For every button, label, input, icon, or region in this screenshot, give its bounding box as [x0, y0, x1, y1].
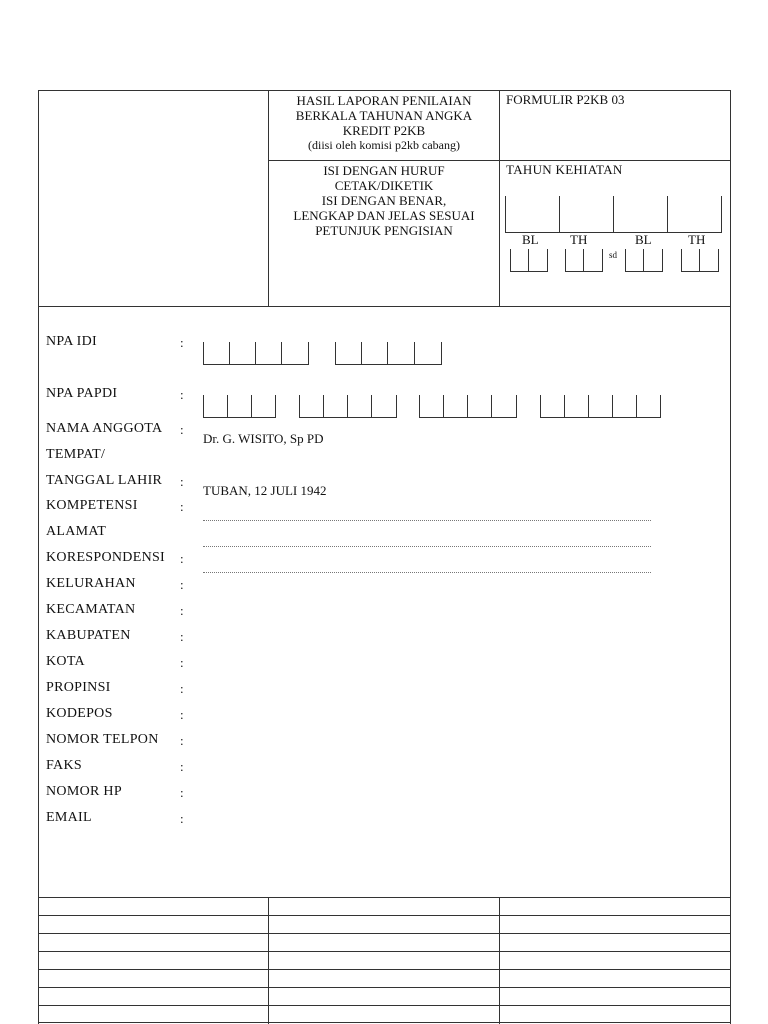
- period-label-th-2: TH: [688, 232, 706, 247]
- npa-idi-boxes-2[interactable]: [335, 342, 442, 365]
- report-subtitle: (diisi oleh komisi p2kb cabang): [308, 138, 460, 152]
- npa-idi-boxes-1[interactable]: [203, 342, 309, 365]
- start-year-boxes[interactable]: [565, 249, 603, 272]
- start-month-boxes[interactable]: [510, 249, 548, 272]
- colon: :: [180, 785, 184, 800]
- period-label-bl-2: BL: [635, 232, 652, 247]
- label-kodepos: KODEPOS: [46, 706, 113, 721]
- label-propinsi: PROPINSI: [46, 680, 111, 695]
- report-title-line-3: KREDIT P2KB: [342, 123, 426, 138]
- label-email: EMAIL: [46, 810, 92, 825]
- year-boxes[interactable]: [505, 196, 722, 233]
- label-tempat: TEMPAT/: [46, 447, 106, 462]
- report-title-line-1: HASIL LAPORAN PENILAIAN: [296, 93, 472, 108]
- npa-papdi-boxes-1[interactable]: [203, 395, 276, 418]
- label-nama-anggota: NAMA ANGGOTA: [46, 421, 163, 436]
- value-nama-anggota[interactable]: Dr. G. WISITO, Sp PD: [203, 431, 324, 446]
- period-label-bl-1: BL: [522, 232, 539, 247]
- colon: :: [180, 759, 184, 774]
- end-month-boxes[interactable]: [625, 249, 663, 272]
- label-tanggal-lahir: TANGGAL LAHIR: [46, 473, 163, 488]
- npa-papdi-boxes-2[interactable]: [299, 395, 397, 418]
- colon: :: [180, 707, 184, 722]
- instruction-line-4: LENGKAP DAN JELAS SESUAI: [293, 208, 475, 223]
- dotted-line-kompetensi[interactable]: [203, 520, 651, 521]
- dotted-line-alamat[interactable]: [203, 546, 651, 547]
- bottom-table-rule-1: [38, 897, 731, 898]
- label-kabupaten: KABUPATEN: [46, 628, 131, 643]
- header-mid-rule: [268, 160, 730, 161]
- colon: :: [180, 499, 184, 514]
- colon: :: [180, 335, 184, 350]
- instruction-line-5: PETUNJUK PENGISIAN: [315, 223, 453, 238]
- colon: :: [180, 474, 184, 489]
- label-nomor-telpon: NOMOR TELPON: [46, 732, 159, 747]
- report-title: [270, 93, 498, 153]
- year-label: TAHUN KEHIATAN: [506, 162, 623, 177]
- bottom-table-rule-5: [38, 969, 731, 970]
- frame-left-border: [38, 90, 39, 1024]
- frame-right-border: [730, 90, 731, 1024]
- dotted-line-korespondensi[interactable]: [203, 572, 651, 573]
- bottom-table-divider-2: [499, 897, 500, 1024]
- bottom-table-rule-3: [38, 933, 731, 934]
- period-label-th-1: TH: [570, 232, 588, 247]
- colon: :: [180, 733, 184, 748]
- colon: :: [180, 655, 184, 670]
- label-nomor-hp: NOMOR HP: [46, 784, 122, 799]
- label-korespondensi: KORESPONDENSI: [46, 550, 166, 565]
- colon: :: [180, 577, 184, 592]
- label-npa-idi: NPA IDI: [46, 334, 97, 349]
- value-tempat-tanggal-lahir[interactable]: TUBAN, 12 JULI 1942: [203, 483, 327, 498]
- colon: :: [180, 603, 184, 618]
- frame-top-border: [38, 90, 731, 91]
- npa-papdi-boxes-4[interactable]: [540, 395, 661, 418]
- label-alamat: ALAMAT: [46, 524, 107, 539]
- label-faks: FAKS: [46, 758, 82, 773]
- label-kelurahan: KELURAHAN: [46, 576, 136, 591]
- colon: :: [180, 387, 184, 402]
- bottom-table-rule-8: [38, 1022, 731, 1023]
- header-divider-2: [499, 90, 500, 306]
- npa-papdi-boxes-3[interactable]: [419, 395, 517, 418]
- instruction-line-1: ISI DENGAN HURUF: [323, 163, 445, 178]
- end-year-boxes[interactable]: [681, 249, 719, 272]
- bottom-table-rule-6: [38, 987, 731, 988]
- colon: :: [180, 681, 184, 696]
- bottom-table-rule-2: [38, 915, 731, 916]
- label-kecamatan: KECAMATAN: [46, 602, 136, 617]
- instructions: [270, 163, 498, 238]
- bottom-table-rule-7: [38, 1005, 731, 1006]
- colon: :: [180, 811, 184, 826]
- label-kompetensi: KOMPETENSI: [46, 498, 138, 513]
- colon: :: [180, 422, 184, 437]
- header-bottom-rule: [38, 306, 731, 307]
- sd-label: sd: [609, 250, 618, 260]
- colon: :: [180, 629, 184, 644]
- form-code: FORMULIR P2KB 03: [506, 92, 625, 107]
- instruction-line-3: ISI DENGAN BENAR,: [321, 193, 447, 208]
- report-title-line-2: BERKALA TAHUNAN ANGKA: [295, 108, 473, 123]
- bottom-table-rule-4: [38, 951, 731, 952]
- colon: :: [180, 551, 184, 566]
- label-npa-papdi: NPA PAPDI: [46, 386, 118, 401]
- instruction-line-2: CETAK/DIKETIK: [334, 178, 434, 193]
- header-divider-1: [268, 90, 269, 306]
- bottom-table-divider-1: [268, 897, 269, 1024]
- label-kota: KOTA: [46, 654, 85, 669]
